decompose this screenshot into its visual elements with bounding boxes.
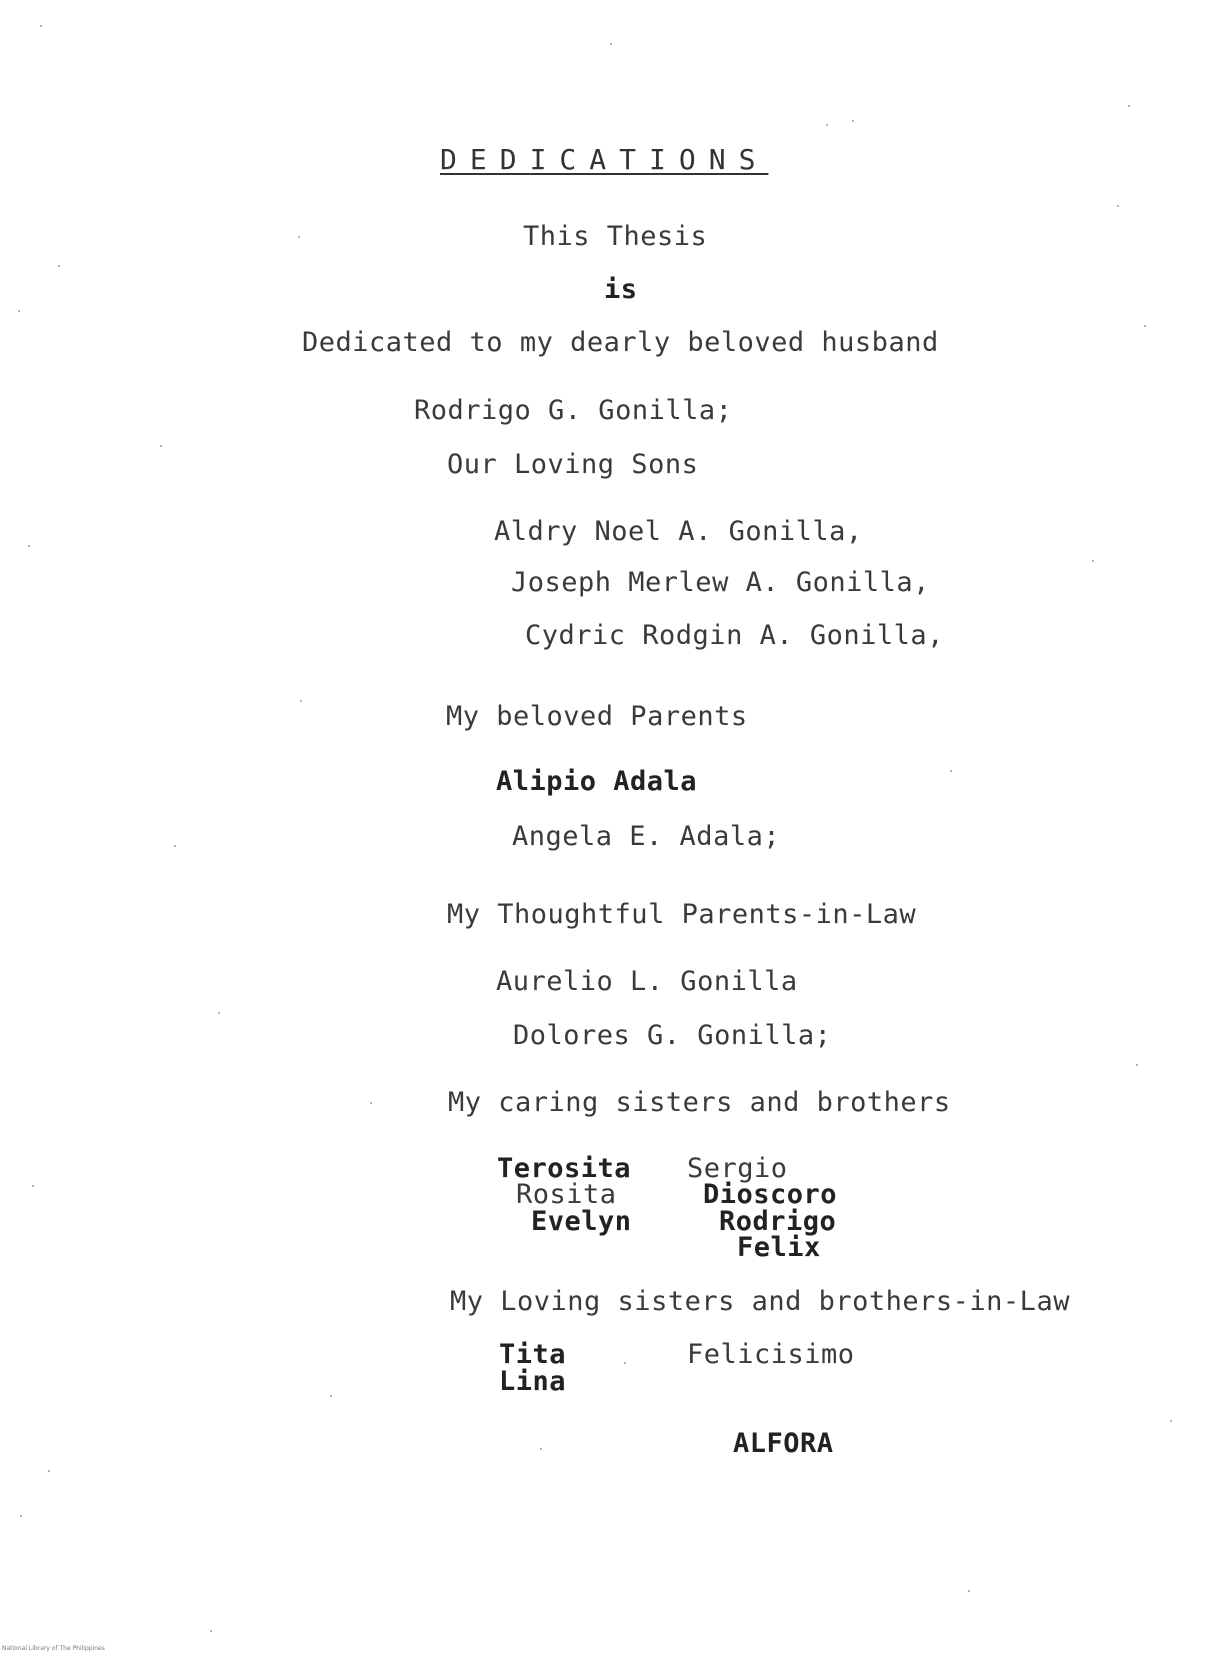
siblings-intro: My caring sisters and brothers [448,1087,951,1118]
sister-1: Terosita [497,1153,632,1184]
scan-speck [210,1630,212,1632]
scan-speck [1170,1420,1172,1422]
signature-alfora: ALFORA [733,1428,834,1459]
siblings-inlaw-intro: My Loving sisters and brothers-in-Law [450,1286,1070,1317]
husband-name: Rodrigo G. Gonilla; [414,395,733,426]
scan-speck [1136,1064,1138,1066]
sons-intro: Our Loving Sons [447,449,699,480]
brother-3: Rodrigo [719,1206,837,1237]
brother-4: Felix [737,1232,821,1263]
scan-speck [28,545,30,547]
scan-speck [826,124,828,126]
dedications-heading: DEDICATIONS [440,143,769,176]
scan-speck [1092,560,1094,562]
scan-speck [300,700,302,702]
brother-in-law-1: Felicisimo [687,1339,855,1370]
son-1: Aldry Noel A. Gonilla, [494,516,863,547]
sister-in-law-1: Tita [499,1339,567,1370]
footer-watermark: National Library of The Philippines [2,1645,105,1652]
scan-speck [968,1590,970,1592]
scan-speck [298,236,300,238]
scan-speck [40,25,42,27]
sister-3: Evelyn [531,1206,632,1237]
parent-1: Alipio Adala [496,766,698,797]
scan-speck [20,1515,22,1517]
scan-speck [1128,105,1130,107]
brother-1: Sergio [687,1153,788,1184]
scan-speck [370,1102,372,1104]
scan-speck [1117,205,1119,207]
sister-2: Rosita [516,1179,617,1210]
inlaw-2: Dolores G. Gonilla; [513,1020,832,1051]
sister-in-law-2: Lina [499,1366,567,1397]
scan-speck [218,1012,220,1014]
inlaws-intro: My Thoughtful Parents-in-Law [447,899,917,930]
son-3: Cydric Rodgin A. Gonilla, [525,620,944,651]
parent-2: Angela E. Adala; [512,821,781,852]
scan-speck [1144,325,1146,327]
scan-speck [174,845,176,847]
dedicated-line: Dedicated to my dearly beloved husband [302,327,939,358]
is-line: is [604,274,638,305]
scan-speck [160,445,162,447]
scan-speck [330,1395,332,1397]
scan-speck [540,1448,542,1450]
scan-speck [48,1470,50,1472]
scan-speck [58,265,60,267]
brother-2: Dioscoro [703,1179,838,1210]
scan-speck [624,1362,626,1364]
scan-speck [32,1185,34,1187]
this-thesis-line: This Thesis [523,221,708,252]
scan-speck [950,770,952,772]
inlaw-1: Aurelio L. Gonilla [496,966,798,997]
scan-speck [18,310,20,312]
son-2: Joseph Merlew A. Gonilla, [511,567,930,598]
scan-speck [610,43,612,45]
parents-intro: My beloved Parents [446,701,748,732]
scan-speck [852,120,854,122]
